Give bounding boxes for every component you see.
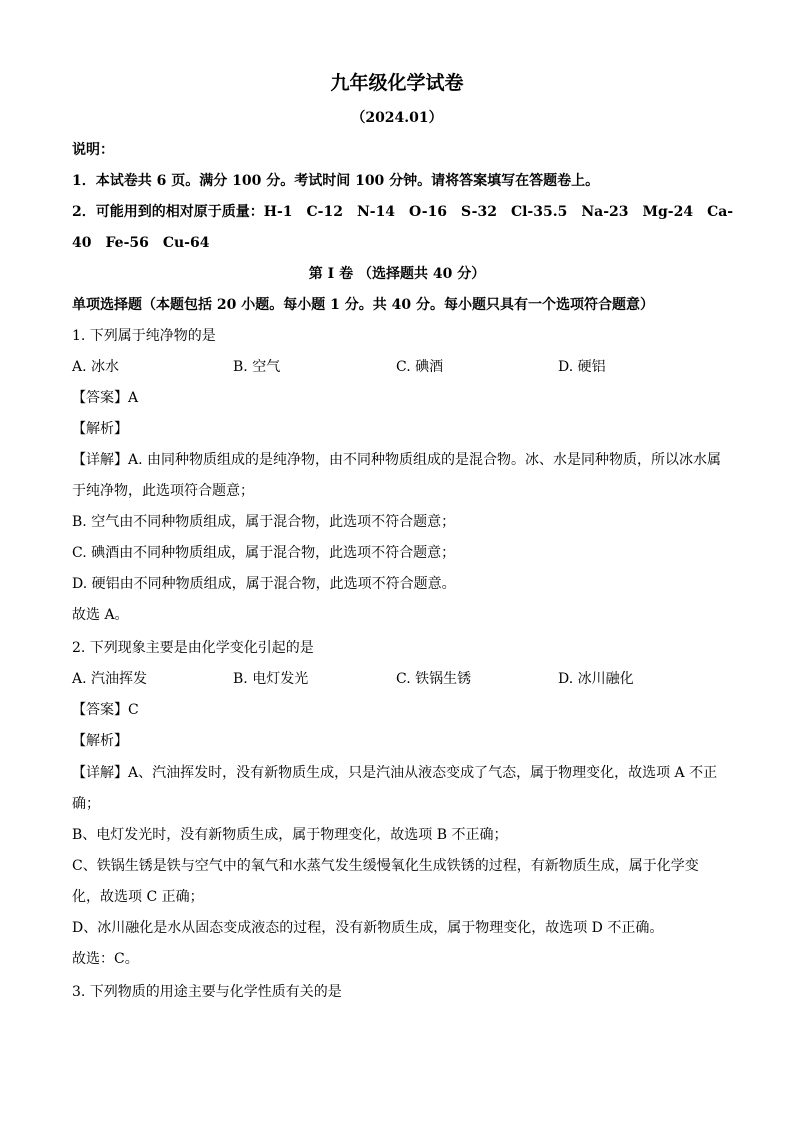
question-2-detail-line: B、电灯发光时，没有新物质生成，属于物理变化，故选项 B 不正确；: [72, 827, 508, 843]
section-intro: 单项选择题（本题包括 20 小题。每小题 1 分。共 40 分。每小题只具有一个选项符合题意）: [72, 297, 654, 313]
question-1-detail-line: 于纯净物，此选项符合题意；: [72, 483, 254, 499]
question-2-detail-line: 化，故选项 C 正确；: [72, 889, 204, 905]
question-1-analysis-label: 【解析】: [72, 421, 128, 437]
question-2-detail-line: 【详解】A、汽油挥发时，没有新物质生成，只是汽油从液态变成了气态，属于物理变化，故选项 A 不正: [72, 765, 718, 781]
instruction-item-2: 2．可能用到的相对原于质量：H-1 C-12 N-14 O-16 S-32 Cl-35.5 Na-23 Mg-24 Ca-: [72, 204, 734, 220]
question-1-option-b: B. 空气: [233, 359, 281, 375]
question-2-analysis-label: 【解析】: [72, 733, 128, 749]
question-1-options: [72, 357, 722, 377]
question-1-detail-line: B. 空气由不同种物质组成，属于混合物，此选项不符合题意；: [72, 514, 456, 530]
question-1-conclusion: 故选 A。: [72, 607, 129, 623]
exam-date: （2024.01）: [351, 110, 443, 126]
question-2-options: [72, 669, 722, 689]
question-1-detail-line: D. 硬铝由不同种物质组成，属于混合物，此选项不符合题意。: [72, 576, 456, 592]
question-2-option-b: B. 电灯发光: [233, 671, 309, 687]
instruction-item-2-continued: 40 Fe-56 Cu-64: [72, 235, 210, 251]
question-2-detail-line: 确；: [72, 796, 100, 812]
question-1-option-c: C. 碘酒: [396, 359, 444, 375]
question-2-option-c: C. 铁锅生锈: [396, 671, 472, 687]
question-1-stem: 1. 下列属于纯净物的是: [72, 328, 216, 344]
section-title: 第 I 卷 （选择题共 40 分）: [308, 266, 486, 282]
exam-title: 九年级化学试卷: [330, 72, 464, 94]
question-2-answer: 【答案】C: [72, 702, 139, 718]
question-1-option-a: A. 冰水: [72, 359, 120, 375]
question-1-detail-line: 【详解】A. 由同种物质组成的是纯净物，由不同种物质组成的是混合物。冰、水是同种物质，所以冰水属: [72, 452, 722, 468]
question-1-option-d: D. 硬铝: [558, 359, 606, 375]
question-1-answer: 【答案】A: [72, 390, 139, 406]
question-2-stem: 2. 下列现象主要是由化学变化引起的是: [72, 640, 314, 656]
instructions-heading: 说明：: [72, 142, 114, 158]
question-3-stem: 3. 下列物质的用途主要与化学性质有关的是: [72, 984, 342, 1000]
question-2-option-a: A. 汽油挥发: [72, 671, 148, 687]
question-2-option-d: D. 冰川融化: [558, 671, 634, 687]
instruction-item-1: 1．本试卷共 6 页。满分 100 分。考试时间 100 分钟。请将答案填写在答题卷上。: [72, 173, 600, 189]
question-2-detail-line: D、冰川融化是水从固态变成液态的过程，没有新物质生成，属于物理变化，故选项 D 不正确。: [72, 920, 664, 936]
question-1-detail-line: C. 碘酒由不同种物质组成，属于混合物，此选项不符合题意；: [72, 545, 456, 561]
question-2-detail-line: C、铁锅生锈是铁与空气中的氧气和水蒸气发生缓慢氧化生成铁锈的过程，有新物质生成，属于化学变: [72, 858, 699, 874]
question-2-conclusion: 故选：C。: [72, 951, 139, 967]
